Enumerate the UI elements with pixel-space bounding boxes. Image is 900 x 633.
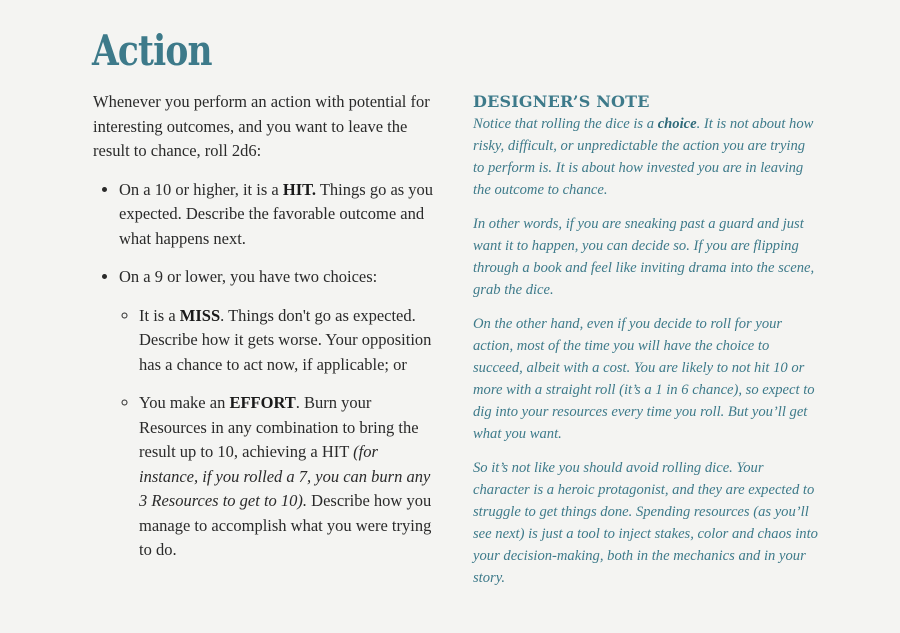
text: On a 9 or lower, you have two choices:	[119, 267, 378, 286]
page-title: Action	[92, 26, 212, 75]
choice-term: choice	[657, 116, 697, 132]
miss-term: MISS	[179, 305, 221, 325]
note-paragraph: On the other hand, even if you decide to roll for your action, most of the time you will have the choice to succeed, albeit with a cost. You are likely to not hit 10 or more with a straight roll (it’s a 1 in 6 chance), so expect to dig into your resources every time you roll. But you’ll get what you want.	[473, 316, 815, 442]
text: . Things don't go as expected. Describe how it gets worse. Your opposition has a chance to act now, if applicable; or	[139, 305, 432, 374]
effort-term: EFFORT	[229, 393, 296, 412]
text: . Burn your Resources in any combination to bring the result up to 10, achieving a HIT	[139, 393, 419, 461]
text: On a 10 or higher, it is a	[119, 179, 283, 199]
note-paragraph: In other words, if you are sneaking past a guard and just want it to happen, you can decide so. If you are flipping through a book and feel like inviting drama into the scene, grab the dice.	[473, 216, 815, 298]
outcome-list	[93, 178, 438, 563]
list-item-miss	[139, 304, 438, 378]
text: . It is not about how risky, difficult, or unpredictable the action you are trying to perform is. It is about how invested you are in leaving the outcome to chance.	[473, 116, 814, 198]
rules-column	[93, 90, 438, 577]
text: Describe how you manage to accomplish what you were trying to do.	[139, 491, 432, 559]
choice-list	[119, 304, 438, 563]
note-heading: DESIGNER’S NOTE	[473, 92, 650, 111]
example-text: (for instance, if you rolled a 7, you can burn any 3 Resources to get to 10).	[139, 442, 431, 510]
list-item-hit	[119, 178, 438, 252]
list-item-effort	[139, 391, 438, 563]
hit-term: HIT.	[282, 179, 317, 199]
text: Things go as you expected. Describe the favorable outcome and what happens next.	[119, 179, 434, 248]
note-paragraph: So it’s not like you should avoid rolling dice. Your character is a heroic protagonist, and they are expected to struggle to get things done. Spending resources (as you’ll see next) is just a tool to inject stakes, color and chaos into your decision-making, both in the mechanics and in your story.	[473, 460, 818, 586]
note-paragraph	[473, 113, 818, 201]
list-item-low	[119, 265, 438, 563]
text: Notice that rolling the dice is a	[473, 116, 658, 132]
text: It is a	[139, 305, 180, 325]
intro-paragraph: Whenever you perform an action with potential for interesting outcomes, and you want to leave the result to chance, roll 2d6:	[93, 92, 430, 160]
designers-note	[473, 92, 818, 601]
text: You make an	[139, 393, 230, 412]
